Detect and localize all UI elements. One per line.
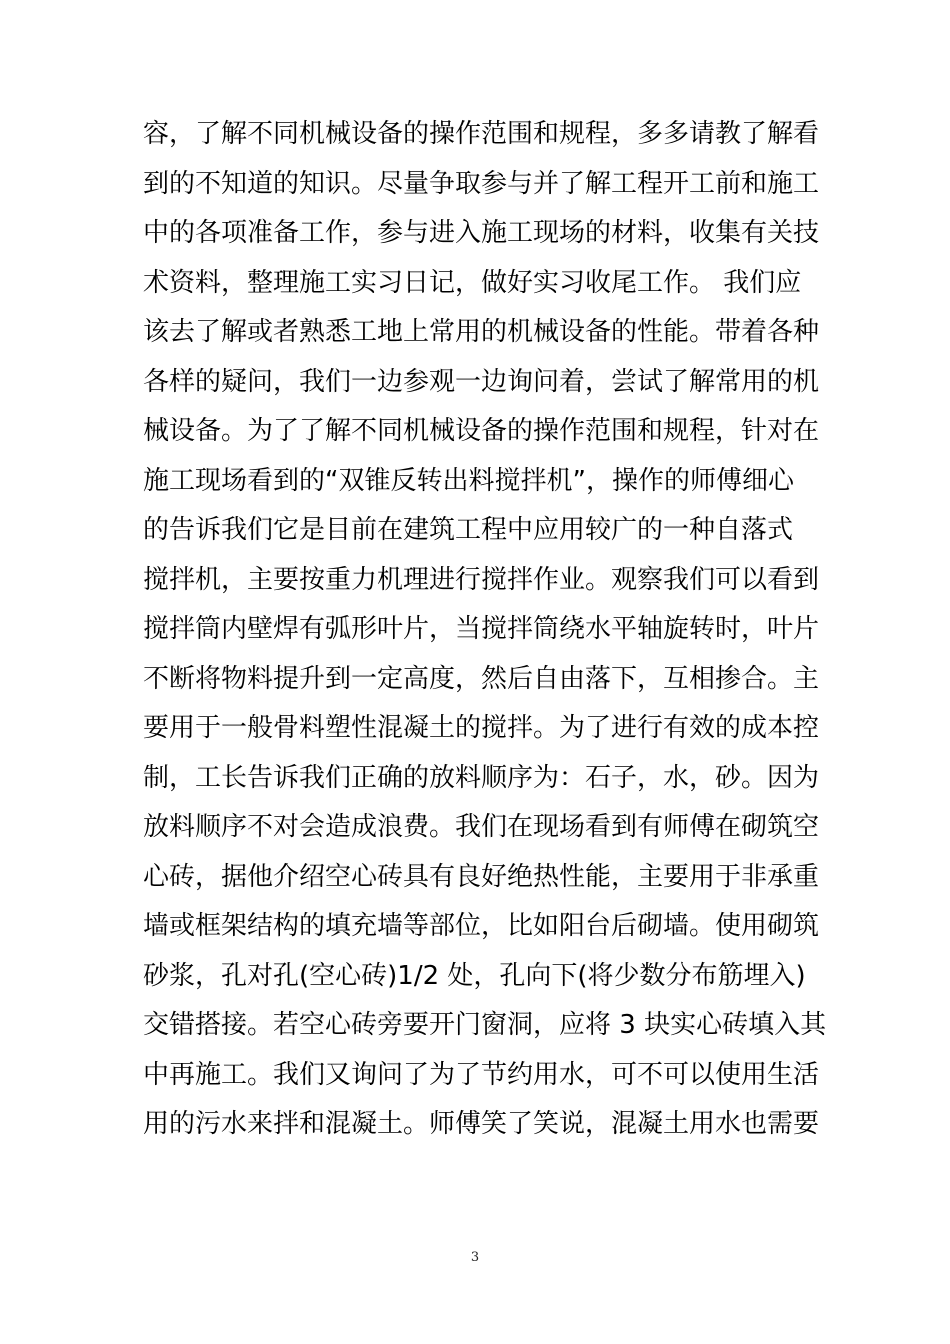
text-line: 容，了解不同机械设备的操作范围和规程，多多请教了解看 bbox=[143, 119, 820, 149]
page-number: 3 bbox=[470, 1250, 480, 1265]
text-line: 交错搭接。若空心砖旁要开门窗洞，应将 3 块实心砖填入其 bbox=[143, 1010, 827, 1040]
text-line: 中再施工。我们又询问了为了节约用水，可不可以使用生活 bbox=[143, 1059, 820, 1090]
text-line: 术资料，整理施工实习日记，做好实习收尾工作。 我们应 bbox=[143, 267, 802, 298]
text-line: 心砖，据他介绍空心砖具有良好绝热性能，主要用于非承重 bbox=[143, 861, 820, 892]
text-line: 放料顺序不对会造成浪费。我们在现场看到有师傅在砌筑空 bbox=[143, 812, 820, 842]
text-line: 该去了解或者熟悉工地上常用的机械设备的性能。带着各种 bbox=[143, 317, 820, 347]
text-line: 要用于一般骨料塑性混凝土的搅拌。为了进行有效的成本控 bbox=[143, 713, 820, 743]
text-line: 中的各项准备工作，参与进入施工现场的材料，收集有关技 bbox=[143, 218, 820, 248]
text-line: 的告诉我们它是目前在建筑工程中应用较广的一种自落式 bbox=[143, 515, 794, 545]
text-line: 搅拌机，主要按重力机理进行搅拌作业。观察我们可以看到 bbox=[143, 564, 820, 595]
text-line: 不断将物料提升到一定高度，然后自由落下，互相掺合。主 bbox=[143, 663, 820, 694]
text-line: 搅拌筒内壁焊有弧形叶片，当搅拌筒绕水平轴旋转时，叶片 bbox=[143, 614, 820, 644]
text-line: 各样的疑问，我们一边参观一边询问着，尝试了解常用的机 bbox=[143, 366, 820, 397]
text-line: 制，工长告诉我们正确的放料顺序为：石子，水，砂。因为 bbox=[143, 762, 820, 793]
text-line: 到的不知道的知识。尽量争取参与并了解工程开工前和施工 bbox=[143, 168, 820, 199]
text-line: 施工现场看到的“双锥反转出料搅拌机”，操作的师傅细心 bbox=[143, 465, 794, 496]
text-line: 砂浆，孔对孔(空心砖)1/2 处，孔向下(将少数分布筋埋入) bbox=[143, 960, 806, 991]
body-text bbox=[143, 110, 827, 1150]
text-line: 墙或框架结构的填充墙等部位，比如阳台后砌墙。使用砌筑 bbox=[143, 911, 820, 941]
text-line: 械设备。为了了解不同机械设备的操作范围和规程，针对在 bbox=[143, 416, 820, 446]
text-line: 用的污水来拌和混凝土。师傅笑了笑说，混凝土用水也需要 bbox=[143, 1109, 820, 1139]
